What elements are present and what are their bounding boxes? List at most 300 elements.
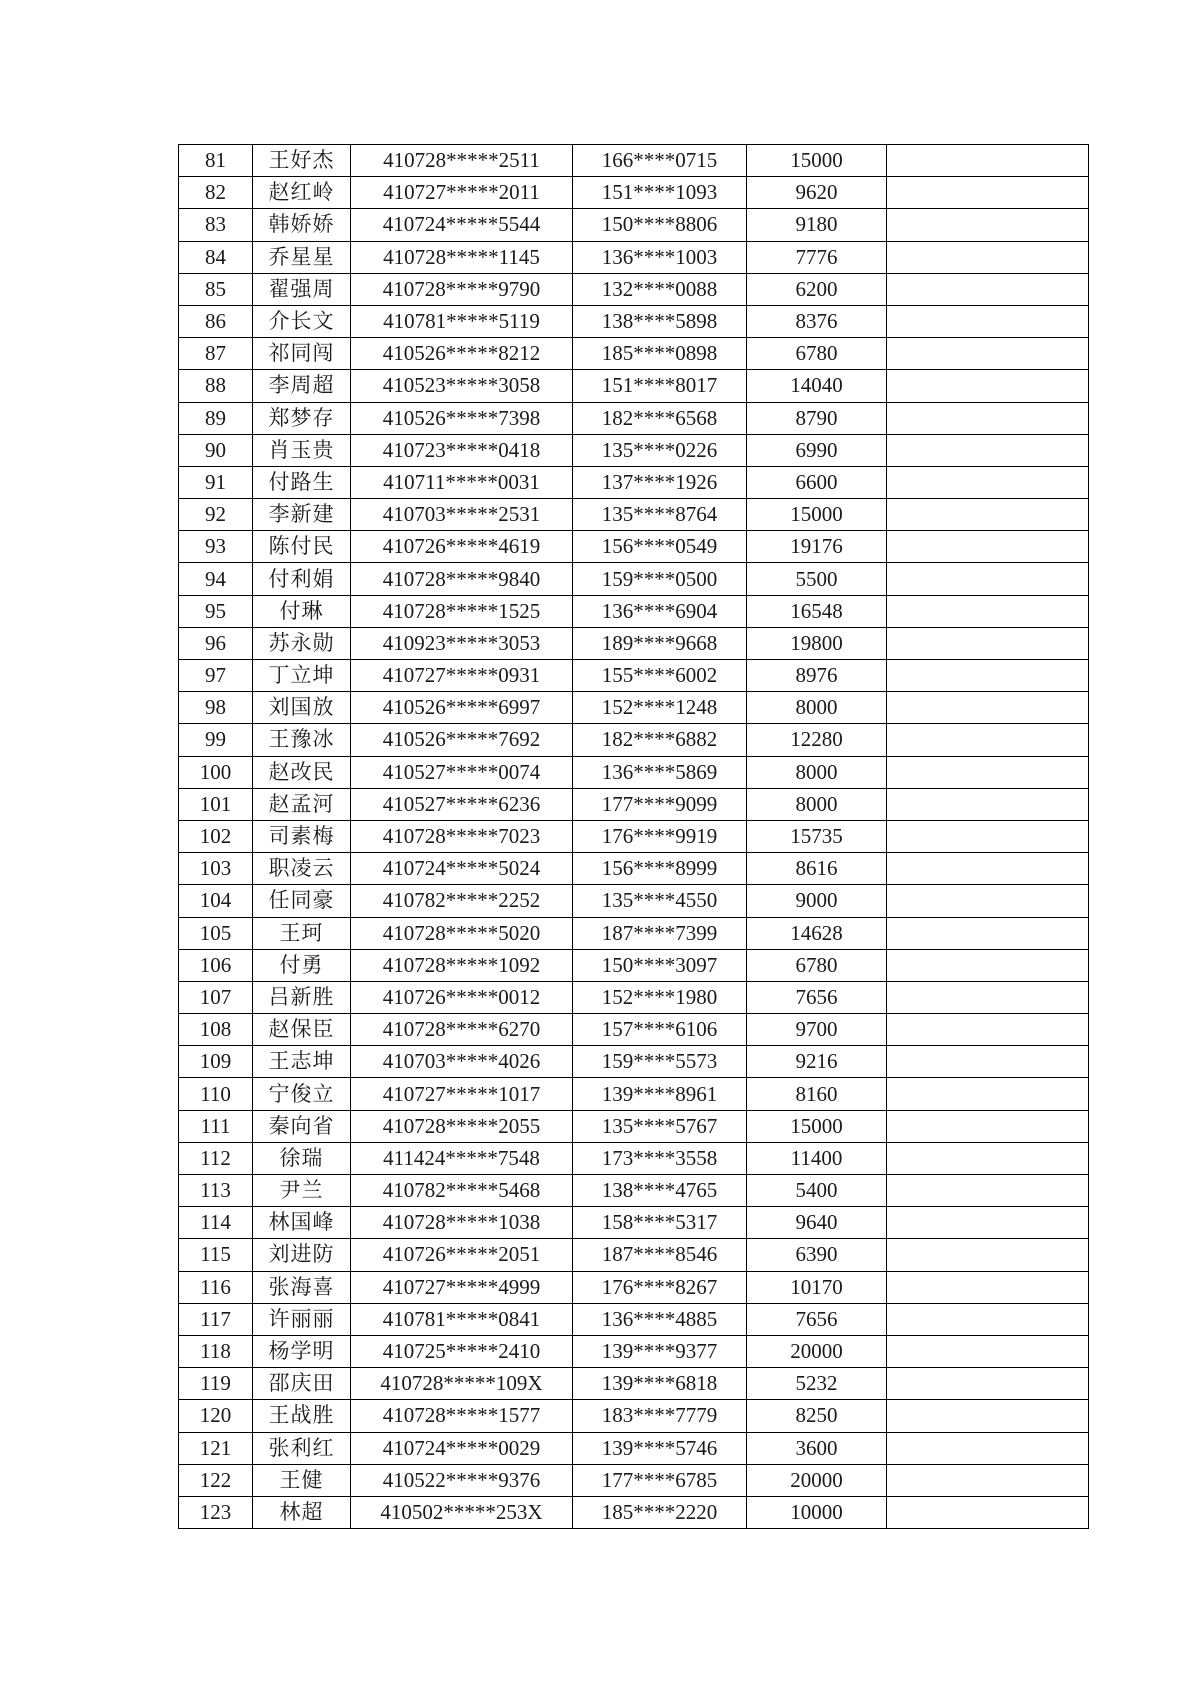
cell-no: 82: [179, 177, 253, 209]
cell-amount: 8376: [747, 305, 887, 337]
cell-note: [887, 338, 1089, 370]
table-row: [179, 1014, 1089, 1046]
cell-name: 赵保臣: [253, 1014, 351, 1046]
table-row: [179, 241, 1089, 273]
table-row: [179, 820, 1089, 852]
cell-note: [887, 917, 1089, 949]
cell-name: 赵红岭: [253, 177, 351, 209]
cell-note: [887, 756, 1089, 788]
cell-phone: 132****0088: [573, 273, 747, 305]
cell-amount: 12280: [747, 724, 887, 756]
cell-name: 赵孟河: [253, 788, 351, 820]
cell-phone: 159****5573: [573, 1046, 747, 1078]
cell-amount: 11400: [747, 1142, 887, 1174]
cell-no: 119: [179, 1368, 253, 1400]
cell-no: 98: [179, 692, 253, 724]
table-row: [179, 305, 1089, 337]
cell-phone: 139****9377: [573, 1335, 747, 1367]
cell-note: [887, 724, 1089, 756]
cell-amount: 9620: [747, 177, 887, 209]
table-row: [179, 1175, 1089, 1207]
cell-amount: 15000: [747, 145, 887, 177]
cell-amount: 9640: [747, 1207, 887, 1239]
cell-note: [887, 1142, 1089, 1174]
cell-amount: 8976: [747, 660, 887, 692]
cell-phone: 150****8806: [573, 209, 747, 241]
cell-amount: 15000: [747, 1110, 887, 1142]
cell-no: 118: [179, 1335, 253, 1367]
cell-name: 陈付民: [253, 531, 351, 563]
cell-name: 赵改民: [253, 756, 351, 788]
cell-amount: 6600: [747, 466, 887, 498]
cell-amount: 5232: [747, 1368, 887, 1400]
cell-phone: 138****5898: [573, 305, 747, 337]
cell-id: 410726*****2051: [351, 1239, 573, 1271]
cell-note: [887, 1014, 1089, 1046]
cell-amount: 5500: [747, 563, 887, 595]
cell-no: 100: [179, 756, 253, 788]
cell-id: 410522*****9376: [351, 1464, 573, 1496]
cell-note: [887, 370, 1089, 402]
cell-phone: 189****9668: [573, 627, 747, 659]
cell-no: 104: [179, 885, 253, 917]
cell-note: [887, 241, 1089, 273]
table-row: [179, 402, 1089, 434]
cell-id: 410526*****7692: [351, 724, 573, 756]
cell-phone: 187****8546: [573, 1239, 747, 1271]
cell-name: 付利娟: [253, 563, 351, 595]
table-row: [179, 370, 1089, 402]
cell-amount: 8000: [747, 788, 887, 820]
cell-no: 97: [179, 660, 253, 692]
cell-id: 410781*****0841: [351, 1303, 573, 1335]
cell-id: 410728*****2055: [351, 1110, 573, 1142]
cell-amount: 6200: [747, 273, 887, 305]
cell-note: [887, 853, 1089, 885]
cell-amount: 19176: [747, 531, 887, 563]
cell-phone: 155****6002: [573, 660, 747, 692]
table-row: [179, 273, 1089, 305]
table-row: [179, 595, 1089, 627]
cell-no: 102: [179, 820, 253, 852]
cell-name: 付琳: [253, 595, 351, 627]
table-row: [179, 1271, 1089, 1303]
table-row: [179, 466, 1089, 498]
cell-phone: 173****3558: [573, 1142, 747, 1174]
cell-id: 410728*****1038: [351, 1207, 573, 1239]
cell-note: [887, 177, 1089, 209]
cell-id: 410526*****6997: [351, 692, 573, 724]
cell-no: 123: [179, 1496, 253, 1528]
roster-table: [178, 144, 1089, 1529]
cell-no: 88: [179, 370, 253, 402]
cell-amount: 8250: [747, 1400, 887, 1432]
cell-note: [887, 1078, 1089, 1110]
cell-name: 刘国放: [253, 692, 351, 724]
cell-note: [887, 402, 1089, 434]
cell-name: 王珂: [253, 917, 351, 949]
table-row: [179, 917, 1089, 949]
cell-amount: 8000: [747, 756, 887, 788]
cell-id: 410728*****1525: [351, 595, 573, 627]
cell-id: 410782*****5468: [351, 1175, 573, 1207]
cell-note: [887, 1271, 1089, 1303]
cell-id: 410527*****0074: [351, 756, 573, 788]
cell-id: 410725*****2410: [351, 1335, 573, 1367]
cell-no: 112: [179, 1142, 253, 1174]
cell-amount: 8790: [747, 402, 887, 434]
cell-id: 410728*****2511: [351, 145, 573, 177]
table-row: [179, 756, 1089, 788]
table-row: [179, 499, 1089, 531]
cell-amount: 20000: [747, 1335, 887, 1367]
cell-amount: 14040: [747, 370, 887, 402]
table-row: [179, 434, 1089, 466]
cell-id: 410726*****4619: [351, 531, 573, 563]
cell-amount: 8616: [747, 853, 887, 885]
cell-name: 肖玉贵: [253, 434, 351, 466]
cell-note: [887, 1335, 1089, 1367]
table-row: [179, 724, 1089, 756]
cell-phone: 138****4765: [573, 1175, 747, 1207]
cell-amount: 8000: [747, 692, 887, 724]
cell-id: 410711*****0031: [351, 466, 573, 498]
cell-note: [887, 145, 1089, 177]
table-row: [179, 177, 1089, 209]
table-row: [179, 1432, 1089, 1464]
cell-amount: 6780: [747, 338, 887, 370]
cell-name: 苏永勋: [253, 627, 351, 659]
cell-no: 105: [179, 917, 253, 949]
cell-phone: 185****2220: [573, 1496, 747, 1528]
cell-note: [887, 1496, 1089, 1528]
cell-amount: 3600: [747, 1432, 887, 1464]
cell-phone: 135****8764: [573, 499, 747, 531]
cell-name: 林超: [253, 1496, 351, 1528]
cell-phone: 151****1093: [573, 177, 747, 209]
cell-note: [887, 466, 1089, 498]
cell-id: 410728*****1145: [351, 241, 573, 273]
cell-name: 张海喜: [253, 1271, 351, 1303]
cell-id: 410526*****7398: [351, 402, 573, 434]
cell-id: 410727*****4999: [351, 1271, 573, 1303]
cell-id: 410502*****253X: [351, 1496, 573, 1528]
cell-note: [887, 1432, 1089, 1464]
cell-no: 90: [179, 434, 253, 466]
cell-name: 王志坤: [253, 1046, 351, 1078]
cell-name: 张利红: [253, 1432, 351, 1464]
cell-phone: 182****6882: [573, 724, 747, 756]
cell-name: 韩娇娇: [253, 209, 351, 241]
cell-no: 117: [179, 1303, 253, 1335]
table-row: [179, 145, 1089, 177]
cell-no: 92: [179, 499, 253, 531]
table-row: [179, 1496, 1089, 1528]
cell-amount: 16548: [747, 595, 887, 627]
table-row: [179, 788, 1089, 820]
cell-amount: 7656: [747, 1303, 887, 1335]
cell-phone: 136****1003: [573, 241, 747, 273]
cell-phone: 166****0715: [573, 145, 747, 177]
cell-phone: 177****6785: [573, 1464, 747, 1496]
cell-id: 410526*****8212: [351, 338, 573, 370]
cell-no: 91: [179, 466, 253, 498]
cell-id: 410728*****9840: [351, 563, 573, 595]
cell-name: 李新建: [253, 499, 351, 531]
cell-id: 410728*****9790: [351, 273, 573, 305]
cell-note: [887, 209, 1089, 241]
cell-no: 99: [179, 724, 253, 756]
cell-phone: 150****3097: [573, 949, 747, 981]
cell-no: 114: [179, 1207, 253, 1239]
cell-no: 111: [179, 1110, 253, 1142]
cell-no: 116: [179, 1271, 253, 1303]
cell-name: 王健: [253, 1464, 351, 1496]
cell-no: 93: [179, 531, 253, 563]
cell-phone: 176****8267: [573, 1271, 747, 1303]
table-row: [179, 660, 1089, 692]
cell-id: 410724*****5544: [351, 209, 573, 241]
cell-id: 410728*****6270: [351, 1014, 573, 1046]
cell-phone: 185****0898: [573, 338, 747, 370]
cell-phone: 156****8999: [573, 853, 747, 885]
table-row: [179, 1142, 1089, 1174]
cell-note: [887, 788, 1089, 820]
cell-no: 101: [179, 788, 253, 820]
table-row: [179, 885, 1089, 917]
cell-no: 94: [179, 563, 253, 595]
cell-name: 介长文: [253, 305, 351, 337]
table-row: [179, 853, 1089, 885]
table-row: [179, 1335, 1089, 1367]
cell-id: 410724*****5024: [351, 853, 573, 885]
cell-phone: 137****1926: [573, 466, 747, 498]
table-row: [179, 1110, 1089, 1142]
cell-note: [887, 949, 1089, 981]
cell-id: 410527*****6236: [351, 788, 573, 820]
cell-no: 84: [179, 241, 253, 273]
cell-phone: 136****4885: [573, 1303, 747, 1335]
cell-note: [887, 1368, 1089, 1400]
cell-phone: 139****5746: [573, 1432, 747, 1464]
table-row: [179, 531, 1089, 563]
cell-name: 杨学明: [253, 1335, 351, 1367]
cell-name: 邵庆田: [253, 1368, 351, 1400]
cell-phone: 135****5767: [573, 1110, 747, 1142]
cell-phone: 136****5869: [573, 756, 747, 788]
cell-phone: 151****8017: [573, 370, 747, 402]
cell-note: [887, 1207, 1089, 1239]
cell-amount: 15000: [747, 499, 887, 531]
cell-name: 徐瑞: [253, 1142, 351, 1174]
cell-no: 86: [179, 305, 253, 337]
cell-phone: 139****8961: [573, 1078, 747, 1110]
cell-no: 103: [179, 853, 253, 885]
cell-name: 职凌云: [253, 853, 351, 885]
cell-note: [887, 595, 1089, 627]
cell-id: 410727*****0931: [351, 660, 573, 692]
table-row: [179, 1078, 1089, 1110]
cell-phone: 135****0226: [573, 434, 747, 466]
cell-name: 刘进防: [253, 1239, 351, 1271]
table-row: [179, 981, 1089, 1013]
cell-id: 410703*****4026: [351, 1046, 573, 1078]
cell-amount: 5400: [747, 1175, 887, 1207]
cell-note: [887, 1464, 1089, 1496]
cell-no: 89: [179, 402, 253, 434]
cell-amount: 9180: [747, 209, 887, 241]
cell-name: 司素梅: [253, 820, 351, 852]
cell-name: 王战胜: [253, 1400, 351, 1432]
cell-phone: 135****4550: [573, 885, 747, 917]
cell-phone: 139****6818: [573, 1368, 747, 1400]
cell-amount: 7656: [747, 981, 887, 1013]
cell-id: 410724*****0029: [351, 1432, 573, 1464]
cell-no: 85: [179, 273, 253, 305]
cell-amount: 6780: [747, 949, 887, 981]
cell-no: 108: [179, 1014, 253, 1046]
cell-name: 付勇: [253, 949, 351, 981]
cell-phone: 187****7399: [573, 917, 747, 949]
cell-id: 410728*****1092: [351, 949, 573, 981]
cell-no: 113: [179, 1175, 253, 1207]
cell-name: 尹兰: [253, 1175, 351, 1207]
cell-phone: 183****7779: [573, 1400, 747, 1432]
table-row: [179, 1303, 1089, 1335]
cell-phone: 157****6106: [573, 1014, 747, 1046]
cell-amount: 20000: [747, 1464, 887, 1496]
table-row: [179, 1400, 1089, 1432]
cell-amount: 9216: [747, 1046, 887, 1078]
cell-note: [887, 1303, 1089, 1335]
cell-no: 95: [179, 595, 253, 627]
cell-id: 410723*****0418: [351, 434, 573, 466]
table-row: [179, 1464, 1089, 1496]
cell-name: 郑梦存: [253, 402, 351, 434]
cell-id: 410782*****2252: [351, 885, 573, 917]
cell-name: 付路生: [253, 466, 351, 498]
cell-note: [887, 499, 1089, 531]
cell-name: 吕新胜: [253, 981, 351, 1013]
cell-name: 王豫冰: [253, 724, 351, 756]
cell-note: [887, 1046, 1089, 1078]
cell-note: [887, 660, 1089, 692]
cell-name: 林国峰: [253, 1207, 351, 1239]
cell-name: 许丽丽: [253, 1303, 351, 1335]
cell-amount: 14628: [747, 917, 887, 949]
cell-amount: 9700: [747, 1014, 887, 1046]
table-row: [179, 949, 1089, 981]
cell-note: [887, 1400, 1089, 1432]
cell-no: 110: [179, 1078, 253, 1110]
cell-id: 410726*****0012: [351, 981, 573, 1013]
cell-id: 410523*****3058: [351, 370, 573, 402]
cell-id: 410703*****2531: [351, 499, 573, 531]
table-row: [179, 1239, 1089, 1271]
cell-amount: 6390: [747, 1239, 887, 1271]
cell-name: 祁同闯: [253, 338, 351, 370]
cell-id: 410728*****1577: [351, 1400, 573, 1432]
cell-phone: 158****5317: [573, 1207, 747, 1239]
cell-id: 410728*****5020: [351, 917, 573, 949]
table-row: [179, 338, 1089, 370]
cell-name: 宁俊立: [253, 1078, 351, 1110]
cell-no: 115: [179, 1239, 253, 1271]
cell-note: [887, 531, 1089, 563]
cell-phone: 156****0549: [573, 531, 747, 563]
table-row: [179, 692, 1089, 724]
cell-id: 410923*****3053: [351, 627, 573, 659]
cell-note: [887, 305, 1089, 337]
cell-amount: 15735: [747, 820, 887, 852]
cell-id: 410728*****109X: [351, 1368, 573, 1400]
cell-name: 丁立坤: [253, 660, 351, 692]
table-row: [179, 1046, 1089, 1078]
cell-note: [887, 627, 1089, 659]
cell-note: [887, 885, 1089, 917]
cell-no: 96: [179, 627, 253, 659]
cell-note: [887, 1110, 1089, 1142]
cell-name: 翟强周: [253, 273, 351, 305]
table-row: [179, 209, 1089, 241]
cell-amount: 6990: [747, 434, 887, 466]
cell-note: [887, 1175, 1089, 1207]
cell-name: 李周超: [253, 370, 351, 402]
cell-no: 87: [179, 338, 253, 370]
cell-name: 秦向省: [253, 1110, 351, 1142]
cell-phone: 177****9099: [573, 788, 747, 820]
cell-id: 410728*****7023: [351, 820, 573, 852]
table-row: [179, 627, 1089, 659]
table-row: [179, 563, 1089, 595]
cell-amount: 19800: [747, 627, 887, 659]
cell-no: 83: [179, 209, 253, 241]
cell-note: [887, 1239, 1089, 1271]
cell-note: [887, 563, 1089, 595]
cell-name: 任同豪: [253, 885, 351, 917]
cell-phone: 136****6904: [573, 595, 747, 627]
cell-phone: 182****6568: [573, 402, 747, 434]
cell-no: 81: [179, 145, 253, 177]
cell-no: 122: [179, 1464, 253, 1496]
cell-phone: 159****0500: [573, 563, 747, 595]
cell-name: 乔星星: [253, 241, 351, 273]
cell-id: 410727*****1017: [351, 1078, 573, 1110]
cell-id: 410781*****5119: [351, 305, 573, 337]
cell-no: 120: [179, 1400, 253, 1432]
cell-id: 411424*****7548: [351, 1142, 573, 1174]
cell-note: [887, 981, 1089, 1013]
cell-phone: 152****1248: [573, 692, 747, 724]
cell-phone: 152****1980: [573, 981, 747, 1013]
cell-no: 107: [179, 981, 253, 1013]
cell-no: 121: [179, 1432, 253, 1464]
cell-amount: 8160: [747, 1078, 887, 1110]
cell-phone: 176****9919: [573, 820, 747, 852]
cell-no: 109: [179, 1046, 253, 1078]
cell-name: 王好杰: [253, 145, 351, 177]
table-row: [179, 1207, 1089, 1239]
cell-amount: 7776: [747, 241, 887, 273]
cell-no: 106: [179, 949, 253, 981]
cell-note: [887, 820, 1089, 852]
cell-id: 410727*****2011: [351, 177, 573, 209]
cell-amount: 10170: [747, 1271, 887, 1303]
cell-note: [887, 434, 1089, 466]
cell-amount: 9000: [747, 885, 887, 917]
table-row: [179, 1368, 1089, 1400]
cell-amount: 10000: [747, 1496, 887, 1528]
